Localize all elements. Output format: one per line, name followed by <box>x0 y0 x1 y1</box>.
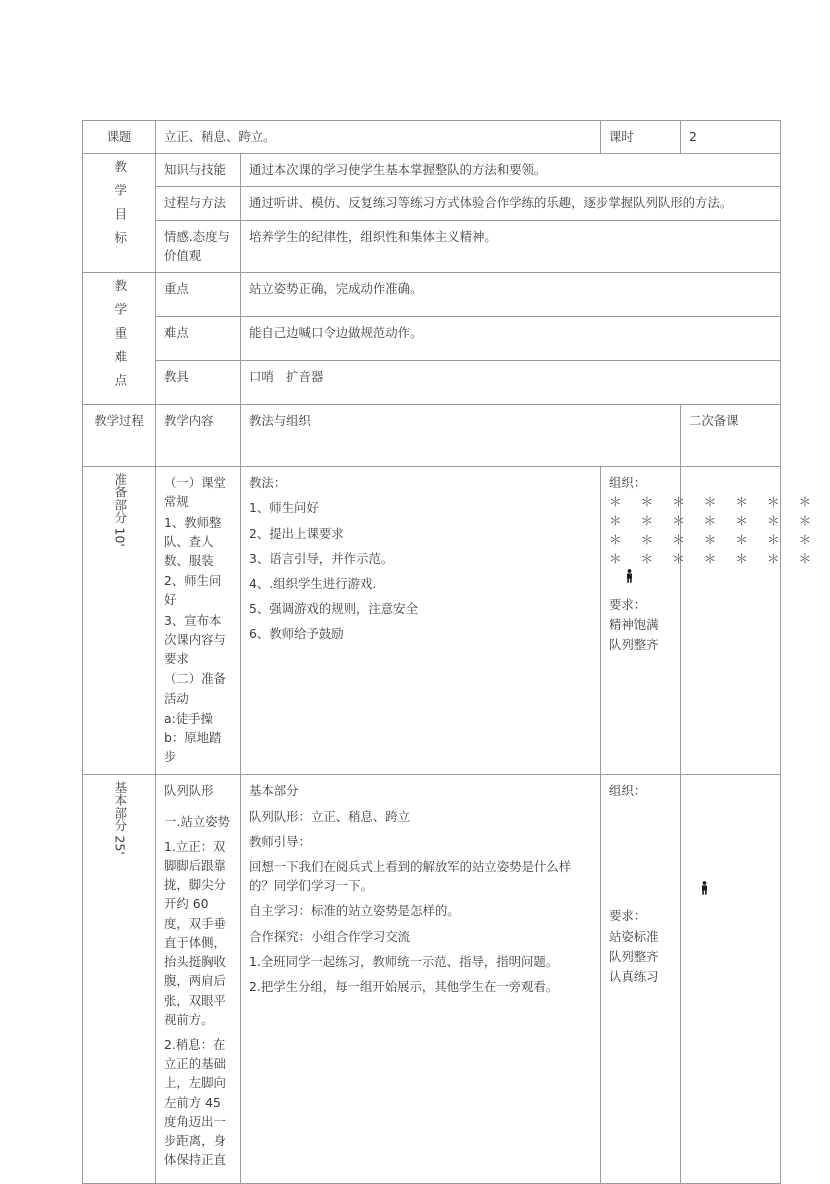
formation-row <box>611 805 672 819</box>
table-row-section-prep <box>83 467 781 775</box>
objective-label-2: 过程与方法 <box>156 187 241 220</box>
table-row-process-header <box>83 405 781 467</box>
table-row-objective-2 <box>83 187 781 220</box>
keypoint-label-1: 重点 <box>156 273 241 317</box>
keypoints-label: 教学重难点 <box>83 273 156 405</box>
objectives-label: 教学目标 <box>83 154 156 273</box>
objective-text-2: 通过听讲、模仿、反复练习等练习方式体验合作学练的乐趣，逐步掌握队列队形的方法。 <box>241 187 781 220</box>
keypoint-text-2: 能自己边喊口令边做规范动作。 <box>241 317 781 361</box>
section-organization-main: 组织： 要求： 站姿标准 队列整齐 认真练习 <box>601 775 681 1183</box>
section-content-main: 队列队形 一.站立姿势 1.立正：双脚脚后跟靠拢，脚尖分开约 60 度，双手垂直于体侧，抬头挺胸收腹，两肩后张，双眼平视前方。 2.稍息：在立正的基础上，左脚向左前方 45 度角迈出一步距离，身体保持正直 <box>156 775 241 1183</box>
objective-text-1: 通过本次课的学习使学生基本掌握整队的方法和要领。 <box>241 154 781 187</box>
phase-label-main: 基本部分 25' <box>83 775 156 1183</box>
lesson-plan-sheet <box>82 120 819 1184</box>
table-row-keypoint-3 <box>83 361 781 405</box>
formation-row <box>611 824 672 838</box>
section-method-prep: 教法： 1、师生问好 2、提出上课要求 3、语言引导，并作示范。 4、.组织学生进行游戏. 5、强调游戏的规则，注意安全 6、教师给予鼓励 <box>241 467 601 775</box>
formation-row <box>611 843 672 857</box>
keypoint-label-2: 难点 <box>156 317 241 361</box>
objective-label-3: 情感.态度与价值观 <box>156 220 241 272</box>
section-second-prep-main <box>681 775 781 1183</box>
formation-row: ＊ ＊ ＊ ＊ ＊ ＊ ＊ <box>609 532 819 548</box>
section-organization-prep: 组织： ＊ ＊ ＊ ＊ ＊ ＊ ＊ ＊ ＊ ＊ ＊ ＊ ＊ ＊ ＊ ＊ ＊ ＊ ＊ ＊ ＊ ＊ ＊ ＊ ＊ ＊ ＊ ＊ 要求： 精神饱满 队列整齐 <box>601 467 681 775</box>
table-row-keypoint-1 <box>83 273 781 317</box>
formation-row: ＊ ＊ ＊ ＊ ＊ ＊ ＊ <box>609 550 819 566</box>
requirements-prep: 要求： 精神饱满 队列整齐 <box>609 596 659 653</box>
formation-row <box>611 862 672 876</box>
table-row-section-main <box>83 775 781 1183</box>
period-value: 2 <box>681 121 781 154</box>
keypoint-text-3: 口哨 扩音器 <box>241 361 781 405</box>
lesson-plan-table <box>82 120 819 1184</box>
column-header-method: 教法与组织 <box>241 405 681 467</box>
column-header-content: 教学内容 <box>156 405 241 467</box>
process-label: 教学过程 <box>83 405 156 467</box>
objective-text-3: 培养学生的纪律性，组织性和集体主义精神。 <box>241 220 781 272</box>
requirements-main: 要求： 站姿标准 队列整齐 认真练习 <box>609 908 659 985</box>
column-header-second-prep: 二次备课 <box>681 405 781 467</box>
formation-row: ＊ ＊ ＊ ＊ ＊ ＊ ＊ <box>609 494 819 510</box>
table-row-objective-1 <box>83 154 781 187</box>
section-content-prep: （一）课堂常规 1、教师整队、查人数、服装 2、师生问好 3、宣布本次课内容与要求 （二）准备活动 a:徒手操 b：原地踏步 <box>156 467 241 775</box>
table-row-topic <box>83 121 781 154</box>
keypoint-text-1: 站立姿势正确，完成动作准确。 <box>241 273 781 317</box>
section-method-main: 基本部分 队列队形：立正、稍息、跨立 教师引导： 回想一下我们在阅兵式上看到的解放军的站立姿势是什么样的？同学们学习一下。 自主学习：标准的站立姿势是怎样的。 合作探究：小组合作学习交流 1.全班同学一起练习，教师统一示范、指导，指明问题。 2.把学生分组，每一组开始展示，其他学生在一旁观看。 <box>241 775 601 1183</box>
period-label: 课时 <box>601 121 681 154</box>
objective-label-1: 知识与技能 <box>156 154 241 187</box>
formation-row: ＊ ＊ ＊ ＊ ＊ ＊ ＊ <box>609 513 819 529</box>
formation-grid <box>609 805 672 876</box>
topic-value: 立正、稍息、跨立。 <box>156 121 601 154</box>
table-row-objective-3 <box>83 220 781 272</box>
phase-label-prep: 准备部分 10' <box>83 467 156 775</box>
leader-figure-icon <box>609 569 672 589</box>
topic-label: 课题 <box>83 121 156 154</box>
table-row-keypoint-2 <box>83 317 781 361</box>
keypoint-label-3: 教具 <box>156 361 241 405</box>
